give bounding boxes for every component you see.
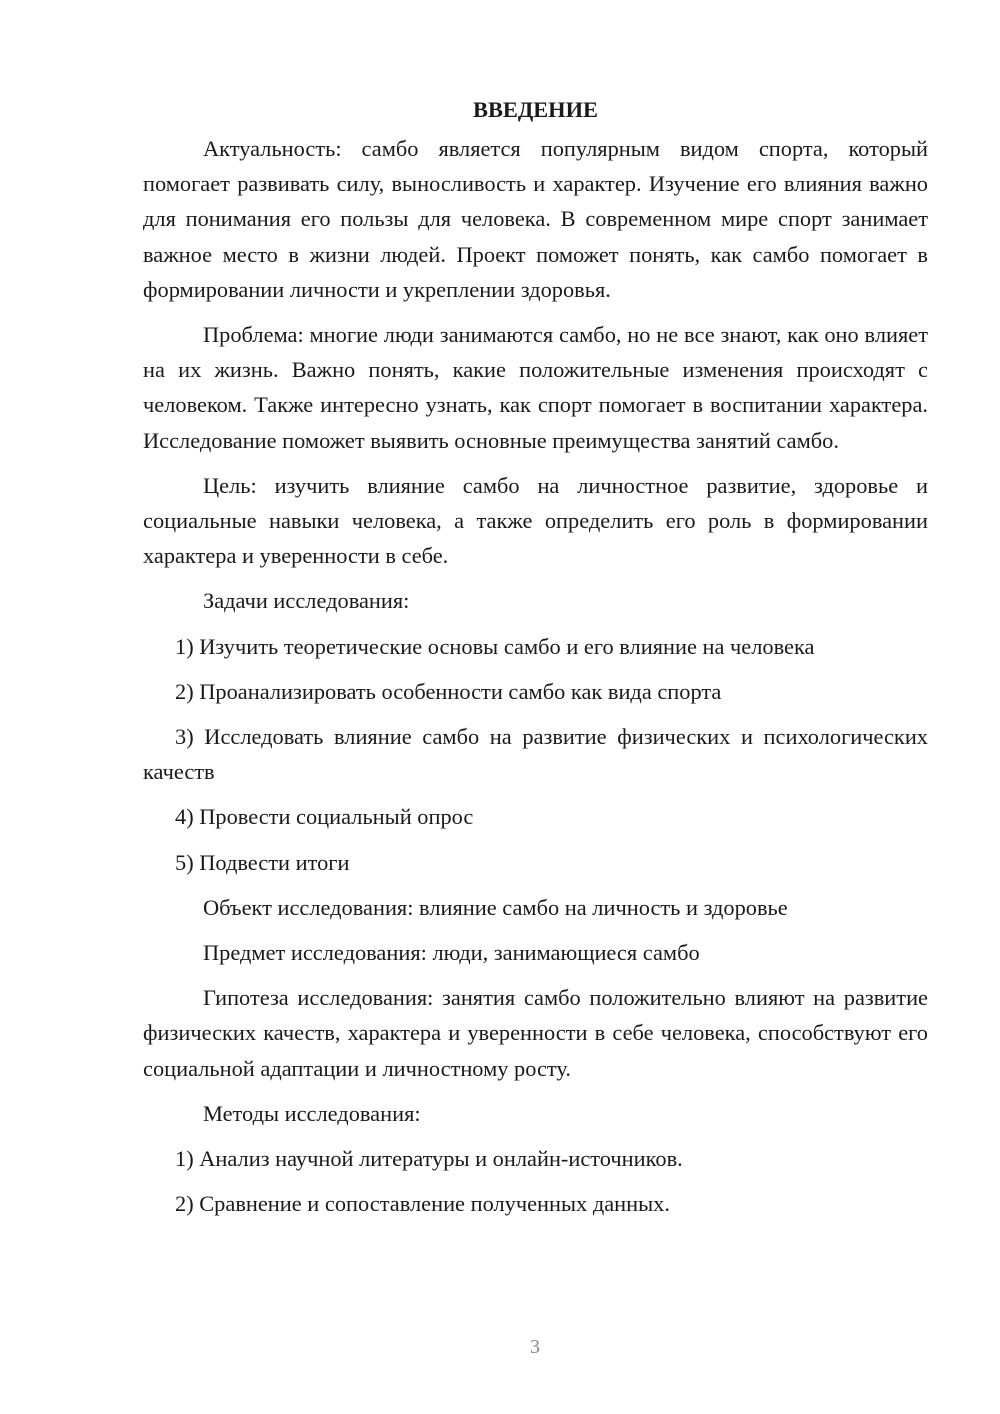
method-item: 1) Анализ научной литературы и онлайн-источников.: [175, 1146, 683, 1172]
task-item: 5) Подвести итоги: [175, 849, 350, 875]
methods-label: Методы исследования:: [203, 1100, 421, 1126]
method-item: 2) Сравнение и сопоставление полученных данных.: [175, 1191, 670, 1217]
task-item: 1) Изучить теоретические основы самбо и его влияние на человека: [175, 633, 815, 659]
research-object: Объект исследования: влияние самбо на личность и здоровье: [203, 894, 788, 920]
research-subject: Предмет исследования: люди, занимающиеся самбо: [203, 940, 700, 966]
task-item: 3) Исследовать влияние самбо на развитие физических и психологических качеств: [143, 724, 928, 785]
task-item: 2) Проанализировать особенности самбо как вида спорта: [175, 678, 722, 704]
relevance-paragraph: Актуальность: самбо является популярным видом спорта, который помогает развивать силу, выносливость и характер. Изучение его влияния важно для понимания его пользы для человека. В современном мире спорт занимает важное место в жизни людей. Проект поможет понять, как самбо помогает в формировании личности и укреплении здоровья.: [143, 136, 928, 302]
tasks-label: Задачи исследования:: [203, 588, 410, 614]
section-heading: ВВЕДЕНИЕ: [473, 97, 598, 122]
problem-paragraph: Проблема: многие люди занимаются самбо, но не все знают, как оно влияет на их жизнь. Важно понять, какие положительные изменения происходят с человеком. Также интересно узнать, как спорт помогает в воспитании характера. Исследование поможет выявить основные преимущества занятий самбо.: [143, 322, 928, 453]
hypothesis-paragraph: Гипотеза исследования: занятия самбо положительно влияют на развитие физических качеств, характера и уверенности в себе человека, способствуют его социальной адаптации и личностному росту.: [143, 985, 928, 1081]
document-page: [143, 92, 928, 1231]
task-item: 4) Провести социальный опрос: [175, 804, 474, 830]
page-number: 3: [530, 1336, 540, 1358]
goal-paragraph: Цель: изучить влияние самбо на личностное развитие, здоровье и социальные навыки человека, а также определить его роль в формировании характера и уверенности в себе.: [143, 472, 928, 569]
